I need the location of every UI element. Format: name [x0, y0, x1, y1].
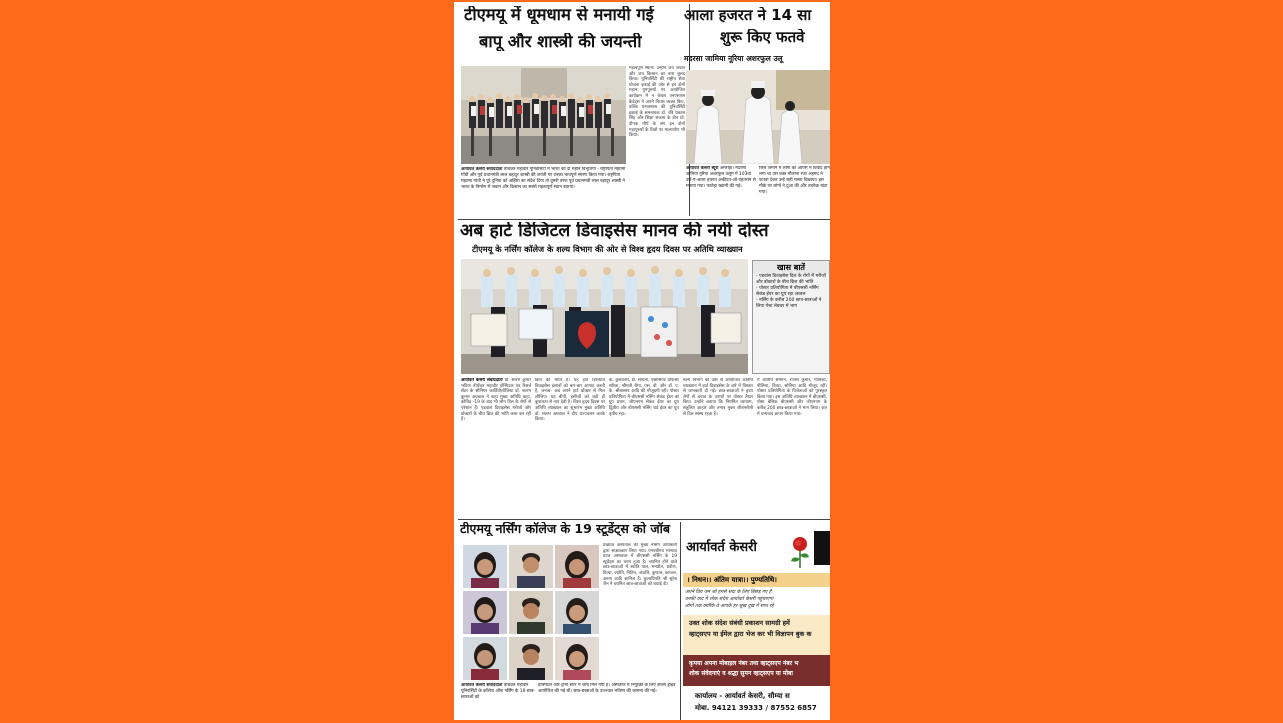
story2-subheadline: मदरसा जामिया नूरिया अशरफुल उलू: [684, 54, 783, 63]
story4-headline: टीएमयू नर्सिंग कॉलेज के 19 स्टूडेंट्स को जॉब: [460, 522, 670, 536]
ad-logo-block: [814, 531, 830, 565]
story2-body-left: आर्यावर्त केसरी ब्यूरो अमरोहा। मदरसा जामिया नूरिया अशरफुल उलूम में 103वां उर्स-ए-आला हजरत अकीदत-ओ-एहतराम से मनाया गया। फातेहा ख्वानी की गई।: [686, 166, 756, 189]
story3-photo: [461, 259, 748, 374]
student-photo-5: [509, 591, 553, 634]
story1-headline-line2: बापू और शास्त्री की जयन्ती: [479, 33, 642, 51]
student-photo-3: [555, 545, 599, 588]
student-photo-8: [509, 637, 553, 680]
story1-side-column: महत्वपूर्ण स्थान। उन्होंने जय जवान और जय किसान का नारा बुलंद किया। यूनिवर्सिटी की राष्ट्रीय सेवा योजना इकाई की ओर से इन दोनों महान युगपुरुषों पर आयोजित कार्यक्रम में न केवल एनएसएस कैडेट्स ने अपने विचार व्यक्त किए, बल्कि एनएसएस की यूनिवर्सिटी इकाई के समन्वयक डॉ. रवि प्रकाश सिंह और शिक्षा संकाय के डीन प्रो. दीपक मौर्य के संग इन दोनों महापुरुषों के चित्रों पर माल्यार्पण भी किया।: [629, 66, 685, 139]
story1-dateline: आर्यावर्त केसरी संवाददाता: [461, 167, 503, 172]
key-point-2: - पोस्टर प्रतियोगिता में बीएससी नर्सिंग सेकंड ईयर का ग्रुप रहा अव्वल: [756, 286, 819, 297]
story1-body-text: तीर्थंकर महावीर यूनिवर्सिटी में भारत की दो महान विभूतियों - राष्ट्रपिता महात्मा गाँधी और पूर्व प्रधानमंत्री लाल बहादुर शास्त्री की जयंती पर उनका भावपूर्ण स्मरण किया गया। राष्ट्रपिता महात्मा गांधी ने पूरे दुनिया को अहिंसा का संदेश दिया तो दूसरी तरफ पूर्व प्रधानमंत्री लाल बहादुर शास्त्री ने भारत के निर्माण में जवान और किसान का सबसे महत्वपूर्ण स्थान बताया।: [461, 167, 626, 190]
obituary-advertisement: [683, 523, 830, 720]
story3-dateline: आर्यावर्त केसरी संवाददाता: [461, 378, 503, 383]
student-photo-1: [463, 545, 507, 588]
story3-col2: ब्रिज की भांति हैं। यह हार्ट डिजिटल डिवाइसेस इंसानों को बार-बार आगाह करती हैं, जनाब- अब अपने हार्ट डॉक्टर से मिल लीजिए। यह बीपी, इसीजी को बड़ी ही कुशलता से नाप देती है। विश्व हृदय दिवस पर अतिथि व्याख्यान का शुभारंभ मुख्य अतिथि डॉ. शलभ अग्रवाल ने दीप प्रज्ज्वलन करके किया।: [535, 378, 605, 423]
story1-photo: [461, 66, 626, 164]
ad-contact-block: [683, 686, 830, 720]
student-photo-4: [463, 591, 507, 634]
story3-col4: शल्य विभाग की ओर से आयोजित अतिथि व्याख्यान में हार्ट डिवाइसेस के बारे में विस्तार से जानकारी दी गई। छात्र-छात्राओं ने हृदय रोगों से बचाव के उपायों पर पोस्टर तैयार किए। उन्होंने बताया कि नियमित व्यायाम, संतुलित आहार और तनाव मुक्त जीवनशैली से दिल स्वस्थ रहता है।: [683, 378, 753, 417]
story3-col5: में अतिथि सम्मान, राजेश कुमार, गीतिका, नीलिमा, दिव्या, सोनिया आदि मौजूद रहीं। पोस्टर प्रतियोगिता के विजेताओं को पुरस्कृत किया गया। इस अतिथि व्याख्यान में बीएससी, पोस्ट बेसिक बीएससी और जीएनएम के करीब 200 छात्र-छात्राओं ने भाग लिया। अंत में धन्यवाद ज्ञापन किया गया।: [757, 378, 827, 417]
key-point-1: - एडवांस डिवाइसेस दिल के रोगों में मरीजों और डॉक्टरों के बीच ब्रिज की भांति: [756, 274, 826, 285]
ad-whatsapp-band: कृपया अपना मोबाइल नंबर तथा व्हाट्सएप नंबर भ शोक संवेदनाएं व श्रद्धा सुमन व्हाट्सएप या मोबा: [683, 655, 830, 691]
rose-icon: [787, 535, 813, 573]
story3-col3: के. कुलवन्ती, डॉ. साधना, एसोसिएट प्रोफेसर सरिता, श्रीमती रीमा, एस. डी. और डॉ. ए. के. श्रीवास्तव आदि की मौजूदगी रही। पोस्टर प्रतियोगिता में बीएससी नर्सिंग सेकंड ईयर का ग्रुप प्रथम, जीएनएम सेकंड ईयर का ग्रुप द्वितीय और बीएससी नर्सिंग थर्ड ईयर का ग्रुप तृतीय रहा।: [609, 378, 679, 417]
story1-headline-line1: टीएमयू में धूमधाम से मनायी गई: [464, 6, 654, 24]
student-photo-2: [509, 545, 553, 588]
story3-col1: आर्यावर्त केसरी संवाददाता प्रो. शलभ कुमार भटिया तीर्थंकर महावीर हॉस्पिटल एंड रिसर्च सेंटर के सीनियर कार्डियोलॉजिस्ट डॉ. शलभ कुमार अग्रवाल ने कहा मुख्य अतिथि कहा, कोविड -19 के बाद भी लोग दिल के रोगों से परेशान हैं। एडवांस डिवाइसेस मरीजों और डॉक्टरों के बीच ब्रिज की भांति काम कर रही हैं।: [461, 378, 531, 423]
story2-photo: [686, 70, 830, 164]
student-photo-9: [555, 637, 599, 680]
ad-brand-name: आर्यावर्त केसरी: [686, 540, 757, 555]
story1-body: [461, 167, 626, 217]
column-divider-2: [680, 522, 681, 720]
story4-body-bottom: हॉस्पिटल और ट्रॉमा सेंटर में जॉब मिल गयी है। अस्पताल में नियुक्ति के लिए कैंपस ड्राइव आयोजित की गई थी। छात्र-छात्राओं के उज्ज्वल भविष्य की कामना की गई।: [538, 683, 676, 694]
newspaper-page: [454, 2, 830, 720]
story4-side-column: प्रख्यात अस्पताल की मुख्य नर्सिंग अधिकारी द्वारा साक्षात्कार लिया गया। एनएबीएच मान्यता प्राप्त अस्पताल में बीएससी नर्सिंग के 19 स्टूडेंट्स का चयन हुआ है। चयनित होने वाले छात्र-छात्राओं में स्वाति पाल, मनप्रीत, प्रवीण, दिव्या, ज्योति, नितिन, अंजलि, कुणाल, काजल, अरुण आदि शामिल हैं। कुलाधिपति श्री सुरेश जैन ने चयनित छात्र-छात्राओं को बधाई दी।: [603, 543, 677, 588]
ad-office-line: कार्यालय - आर्यावर्त केसरी, सौम्या स: [695, 692, 790, 700]
ad-notice-band: उक्त शोक संदेश संबंधी प्रकाशन सामग्री हमें व्हाट्सएप या ईमेल द्वारा भेज कर भी विज्ञापन बुक क: [683, 615, 830, 655]
story3-subheadline: टीएमयू के नर्सिंग कॉलेज के शल्य विभाग की ओर से विश्व हृदय दिवस पर अतिथि व्याख्यान: [472, 244, 743, 254]
student-photo-6: [555, 591, 599, 634]
story2-headline-line2: शुरू किए फतवे: [720, 29, 805, 46]
ad-phone-line: मोबा. 94121 39333 / 87552 6857: [695, 704, 817, 712]
key-points-box: [752, 260, 830, 374]
ad-services-band: । निधन।। अंतिम यात्रा।। पुण्यतिथि।: [683, 573, 830, 587]
story2-body-right: जिस जमाने में लोगों का आपस में विवाद होने लगा था उस वक्त मौलाना रजा अहमद ने फतवा देकर उन्हें सही रास्ता दिखाया। इस मौके पर लोगों ने दुआ की और तबर्रुक बांटा गया।: [759, 166, 830, 195]
story2-dateline: आर्यावर्त केसरी ब्यूरो: [686, 166, 719, 171]
story3-headline: अब हार्ट डिजिटल डिवाइसेस मानव की नयी दोस्त: [460, 222, 769, 241]
story2-headline-line1: आला हजरत ने 14 सा: [684, 7, 812, 24]
key-point-3: - नर्सिंग के करीब 200 छात्र-छात्राओं ने लिया गेस्ट लेक्चर में भाग: [756, 298, 822, 309]
student-photo-7: [463, 637, 507, 680]
key-points-title: खास बातें: [753, 261, 829, 274]
story4-body-left: आर्यावर्त केसरी संवाददाता तीर्थंकर महावीर यूनिवर्सिटी के कॉलेज ऑफ नर्सिंग के 19 छात्र-छात्राओं को: [461, 683, 535, 700]
section-rule-2: [458, 519, 830, 520]
ad-intro-text: अपने प्रिय जन जो हमसे सदा के लिए बिछड़ गए हैं उनकी याद में शोक संदेश आर्यावर्त केसरी पहुंचाएगा लोगों तक क्योंकि वे आपके हर सुख दुख में साथ रहे: [685, 590, 774, 609]
section-rule: [458, 219, 830, 220]
story4-dateline: आर्यावर्त केसरी संवाददाता: [461, 683, 503, 688]
